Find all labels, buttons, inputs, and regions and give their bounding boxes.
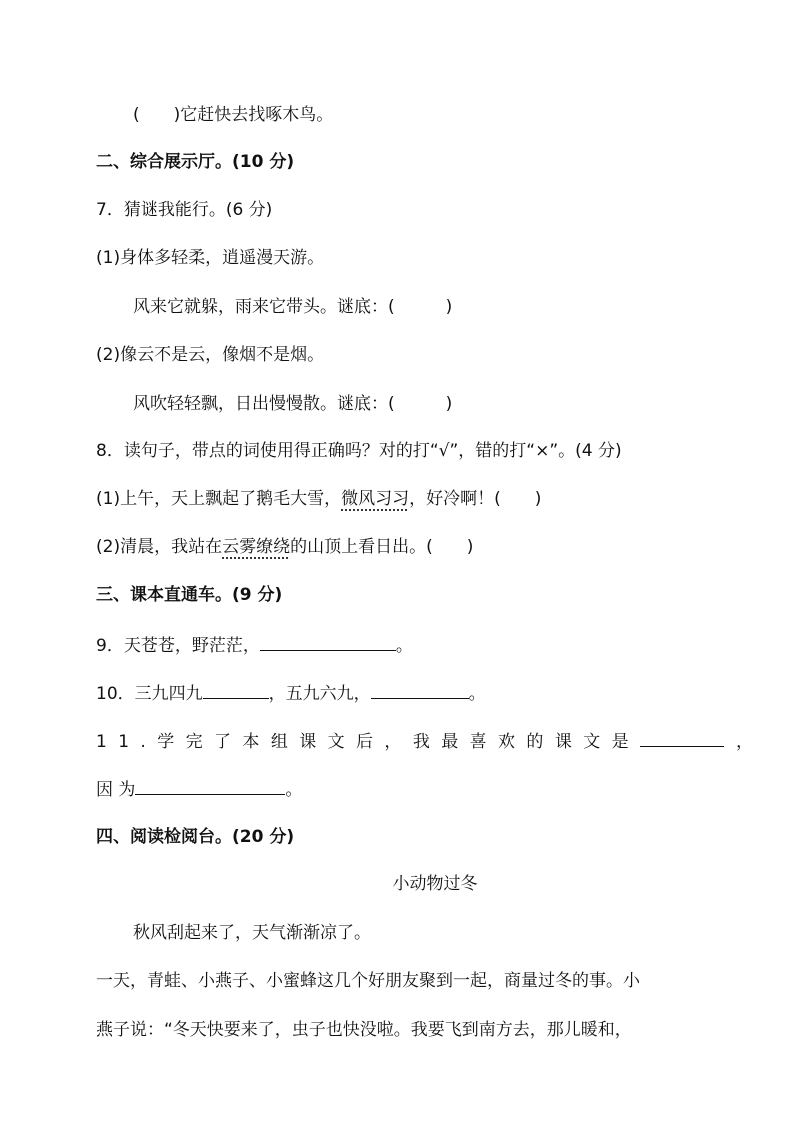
question-10-text-b: ，五九六九， bbox=[268, 684, 371, 704]
question-11 bbox=[96, 728, 753, 754]
question-10-text-a: 10．三九四九 bbox=[96, 684, 203, 704]
section-4-heading: 四、阅读检阅台。(20 分) bbox=[96, 827, 295, 847]
dotted-word-2: 云雾缭绕 bbox=[222, 537, 291, 557]
question-9-text: 9．天苍苍，野茫茫， bbox=[96, 636, 260, 656]
sentence-2-suffix: 的山顶上看日出。( ) bbox=[290, 537, 474, 557]
answer-blank-10a[interactable] bbox=[203, 680, 269, 699]
riddle-2-line-2: 风吹轻轻飘，日出慢慢散。谜底：( ) bbox=[133, 394, 453, 414]
question-11-continued bbox=[96, 776, 302, 802]
riddle-1-line-2: 风来它就躲，雨来它带头。谜底：( ) bbox=[133, 297, 453, 317]
dotted-word-1: 微风习习 bbox=[341, 489, 410, 509]
question-9-end: 。 bbox=[395, 636, 413, 656]
sentence-1-prefix: (1)上午，天上飘起了鹅毛大雪， bbox=[96, 489, 342, 509]
question-11-comma: ， bbox=[736, 732, 754, 752]
question-9 bbox=[96, 632, 413, 658]
answer-blank-11a[interactable] bbox=[640, 728, 724, 747]
passage-paragraph-2-line-1: 一天，青蛙、小燕子、小蜜蜂这几个好朋友聚到一起，商量过冬的事。小 bbox=[96, 971, 640, 991]
question-10 bbox=[96, 680, 486, 706]
question-8-sentence-1 bbox=[96, 487, 541, 511]
sentence-1-suffix: ，好冷啊！( ) bbox=[409, 489, 542, 509]
passage-title: 小动物过冬 bbox=[392, 874, 478, 894]
question-11-because: 因 为 bbox=[96, 780, 136, 800]
question-8: 8．读句子，带点的词使用得正确吗？对的打“√”，错的打“×”。(4 分) bbox=[96, 441, 622, 461]
riddle-1-line-1: (1)身体多轻柔，逍遥漫天游。 bbox=[96, 248, 325, 268]
passage-paragraph-2-line-2: 燕子说：“冬天快要来了，虫子也快没啦。我要飞到南方去，那儿暖和， bbox=[96, 1020, 632, 1040]
question-6-option: ( )它赶快去找啄木鸟。 bbox=[133, 105, 334, 125]
question-7: 7．猜谜我能行。(6 分) bbox=[96, 200, 273, 220]
answer-blank-9[interactable] bbox=[260, 632, 396, 651]
answer-blank-11b[interactable] bbox=[135, 776, 285, 795]
section-3-heading: 三、课本直通车。(9 分) bbox=[96, 585, 283, 605]
answer-blank-10b[interactable] bbox=[371, 680, 469, 699]
question-8-sentence-2 bbox=[96, 535, 473, 559]
section-2-heading: 二、综合展示厅。(10 分) bbox=[96, 152, 295, 172]
question-10-end: 。 bbox=[468, 684, 486, 704]
sentence-2-prefix: (2)清晨，我站在 bbox=[96, 537, 223, 557]
question-11-text: 11.学完了本组课文后，我最喜欢的课文是 bbox=[96, 732, 641, 752]
riddle-2-line-1: (2)像云不是云，像烟不是烟。 bbox=[96, 345, 325, 365]
question-11-end: 。 bbox=[285, 780, 303, 800]
passage-paragraph-1: 秋风刮起来了，天气渐渐凉了。 bbox=[133, 923, 371, 943]
